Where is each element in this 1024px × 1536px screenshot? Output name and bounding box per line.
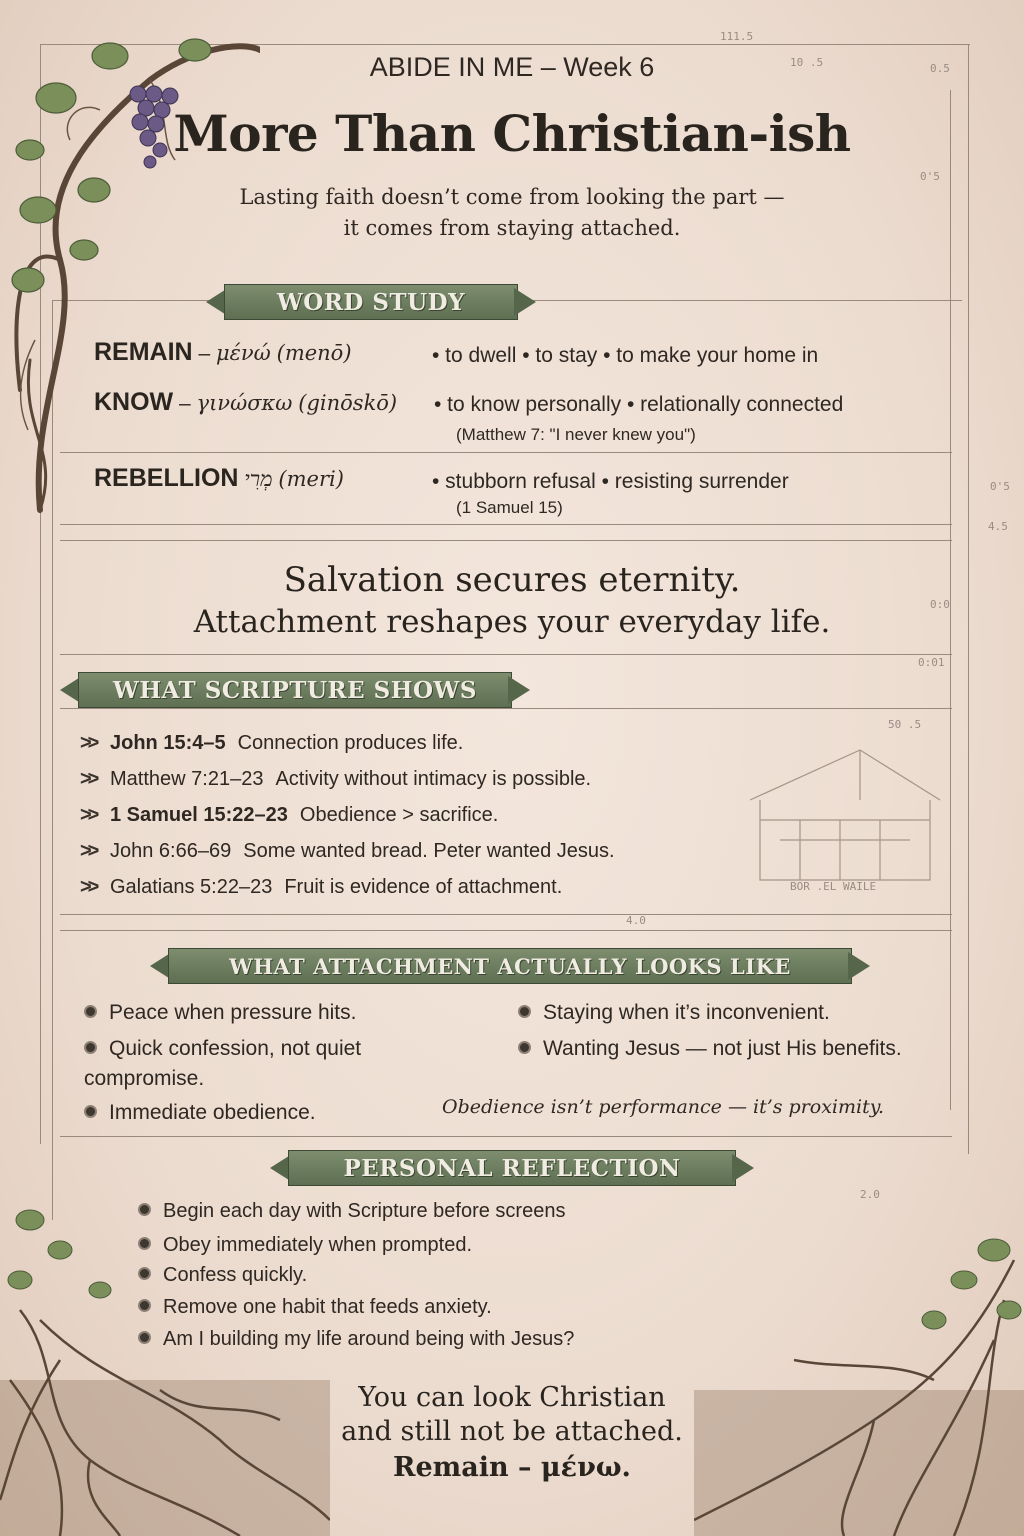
- attachment-item: [84, 1098, 464, 1128]
- scripture-ref: John 6:66–69: [110, 840, 232, 862]
- term: REBELLION: [94, 464, 239, 492]
- term-original: מְרִי: [244, 467, 273, 491]
- frame-line: [60, 914, 952, 915]
- scripture-item: [80, 804, 498, 827]
- sketch-label: 0:0: [930, 598, 950, 611]
- term: REMAIN: [94, 338, 193, 366]
- attachment-text: Wanting Jesus — not just His benefits.: [543, 1037, 902, 1060]
- term-original: γινώσκω: [196, 391, 293, 415]
- term-definition: • stubborn refusal • resisting surrender: [432, 470, 789, 493]
- scripture-item: [80, 732, 463, 755]
- term-translit: (menō): [276, 341, 352, 365]
- term-reference: (Matthew 7: "I never knew you"): [456, 425, 696, 444]
- term: KNOW: [94, 388, 174, 416]
- attachment-item: [84, 1034, 464, 1094]
- subtitle-line: Lasting faith doesn’t come from looking the part —: [239, 185, 785, 209]
- term-definition: • to dwell • to stay • to make your home in: [432, 344, 819, 367]
- term-translit: (meri): [278, 467, 344, 491]
- sketch-label: 0'5: [920, 170, 940, 183]
- term-dash: –: [192, 342, 216, 365]
- statement-line: Attachment reshapes your everyday life.: [193, 604, 831, 640]
- ribbon-tail: [508, 676, 530, 704]
- reflection-banner: [270, 1146, 754, 1190]
- subtitle: [0, 182, 1024, 244]
- statement-line: Salvation secures eternity.: [283, 560, 741, 600]
- ribbon-tail: [514, 288, 536, 316]
- chevron-right-icon: >>: [80, 804, 96, 826]
- scripture-item: [80, 876, 562, 899]
- scripture-ref: Galatians 5:22–23: [110, 876, 273, 898]
- attachment-item: [518, 1034, 958, 1064]
- sketch-label: 0'5: [990, 480, 1010, 493]
- frame-line: [60, 540, 952, 541]
- page-title: More Than Christian-ish: [173, 104, 851, 163]
- bullet-icon: [138, 1331, 151, 1344]
- scripture-ref: 1 Samuel 15:22–23: [110, 804, 288, 826]
- sketch-label: 0:01: [918, 656, 945, 669]
- attachment-text: Quick confession, not quiet compromise.: [84, 1037, 362, 1090]
- week-label: ABIDE IN ME – Week 6: [369, 52, 655, 82]
- attachment-text: Immediate obedience.: [109, 1101, 316, 1124]
- attachment-item: [84, 998, 464, 1028]
- banner-label: WHAT SCRIPTURE SHOWS: [113, 676, 477, 704]
- banner-label: PERSONAL REFLECTION: [343, 1154, 681, 1182]
- reflection-item: [138, 1324, 574, 1354]
- frame-line: [60, 930, 952, 931]
- vine-illustration: [0, 10, 260, 530]
- sketch-label: 0.5: [930, 62, 950, 75]
- closing-line: Remain – μένω.: [393, 1452, 631, 1483]
- attachment-text: Peace when pressure hits.: [109, 1001, 357, 1024]
- bullet-icon: [518, 1041, 531, 1054]
- reflection-text: Obey immediately when prompted.: [163, 1234, 473, 1256]
- attachment-quote: Obedience isn’t performance — it’s proximity.: [442, 1096, 884, 1118]
- reflection-text: Begin each day with Scripture before screens: [163, 1200, 566, 1222]
- reflection-item: [138, 1292, 492, 1322]
- sketch-label: 4.5: [988, 520, 1008, 533]
- reflection-item: [138, 1196, 565, 1226]
- ribbon-tail: [732, 1154, 754, 1182]
- closing-line: and still not be attached.: [341, 1416, 683, 1447]
- scripture-item: [80, 840, 615, 863]
- sketch-label: BOR .EL WAILE: [790, 880, 877, 893]
- chevron-right-icon: >>: [80, 768, 96, 790]
- scripture-ref: Matthew 7:21–23: [110, 768, 264, 790]
- banner-label: WORD STUDY: [276, 288, 466, 316]
- frame-line: [60, 1136, 952, 1137]
- scripture-text: Some wanted bread. Peter wanted Jesus.: [243, 840, 615, 862]
- reflection-text: Confess quickly.: [163, 1264, 308, 1286]
- reflection-item: [138, 1260, 307, 1290]
- bullet-icon: [138, 1299, 151, 1312]
- term-dash: –: [173, 392, 197, 415]
- bullet-icon: [138, 1267, 151, 1280]
- word-study-term: [94, 464, 344, 493]
- bullet-icon: [138, 1203, 151, 1216]
- word-study-banner: [206, 280, 536, 324]
- term-translit: (ginōskō): [298, 391, 398, 415]
- sketch-label: 10 .5: [790, 56, 824, 69]
- chevron-right-icon: >>: [80, 732, 96, 754]
- bullet-icon: [84, 1105, 97, 1118]
- reflection-item: [138, 1230, 472, 1260]
- closing-line: You can look Christian: [358, 1382, 666, 1413]
- ribbon-tail: [848, 952, 870, 980]
- subtitle-line: it comes from staying attached.: [343, 216, 681, 240]
- scripture-ref: John 15:4–5: [110, 732, 226, 754]
- building-sketch: [740, 740, 950, 890]
- word-study-term: [94, 388, 397, 417]
- term-original: μένώ: [215, 341, 271, 365]
- scripture-text: Activity without intimacy is possible.: [275, 768, 592, 790]
- attachment-banner: [150, 944, 870, 988]
- word-study-term: [94, 338, 352, 367]
- scripture-banner: [60, 668, 530, 712]
- term-reference: (1 Samuel 15): [456, 498, 563, 517]
- sketch-label: 2.0: [860, 1188, 880, 1201]
- reflection-text: Remove one habit that feeds anxiety.: [163, 1296, 492, 1318]
- bullet-icon: [138, 1237, 151, 1250]
- scripture-text: Fruit is evidence of attachment.: [284, 876, 563, 898]
- scripture-item: [80, 768, 591, 791]
- frame-line: [60, 654, 952, 655]
- roots-illustration-right: [694, 1220, 1024, 1536]
- scripture-text: Obedience > sacrifice.: [299, 804, 499, 826]
- chevron-right-icon: >>: [80, 876, 96, 898]
- attachment-text: Staying when it’s inconvenient.: [543, 1001, 830, 1024]
- sketch-label: 4.0: [626, 914, 646, 927]
- term-definition: • to know personally • relationally connected: [434, 393, 844, 416]
- bullet-icon: [84, 1005, 97, 1018]
- banner-label: WHAT ATTACHMENT ACTUALLY LOOKS LIKE: [229, 953, 791, 979]
- bullet-icon: [84, 1041, 97, 1054]
- sketch-label: 111.5: [720, 30, 754, 43]
- sketch-label: 50 .5: [888, 718, 922, 731]
- scripture-text: Connection produces life.: [237, 732, 464, 754]
- attachment-item: [518, 998, 958, 1028]
- chevron-right-icon: >>: [80, 840, 96, 862]
- bullet-icon: [518, 1005, 531, 1018]
- reflection-text: Am I building my life around being with Jesus?: [163, 1328, 575, 1350]
